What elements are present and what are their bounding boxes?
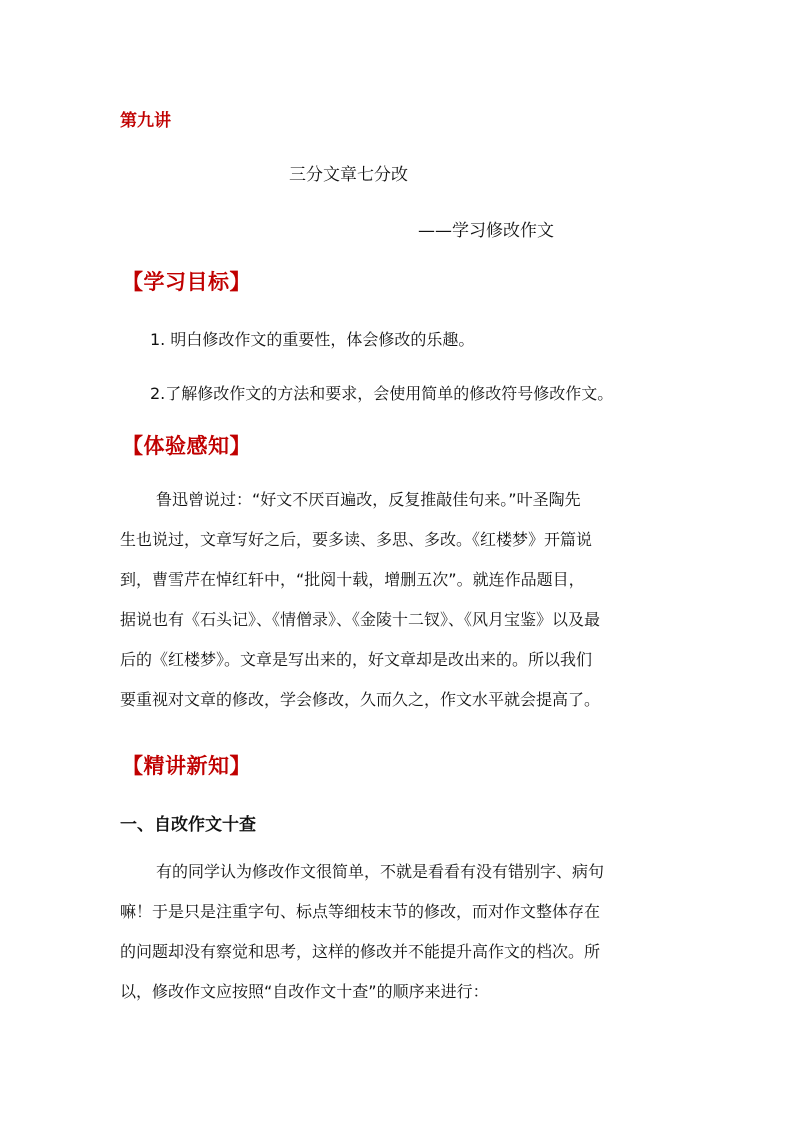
paragraph-line: 有的同学认为修改作文很简单，不就是看看有没有错别字、病句 (156, 862, 605, 881)
paragraph-line: 后的《红楼梦》。文章是写出来的，好文章却是改出来的。所以我们 (120, 650, 593, 669)
paragraph-line: 生也说过，文章写好之后，要多读、多思、多改。《红楼梦》开篇说 (120, 530, 593, 549)
paragraph-line: 到，曹雪芹在悼红轩中，“批阅十载，增删五次”。就连作品题目， (120, 570, 585, 589)
subheading-self-check: 一、自改作文十查 (120, 815, 256, 835)
paragraph-line: 据说也有《石头记》、《情僧录》、《金陵十二钗》、《风月宝鉴》以及最 (120, 610, 601, 629)
section-heading-goals: 【学习目标】 (122, 270, 251, 294)
goal-item-1: 1. 明白修改作文的重要性，体会修改的乐趣。 (150, 330, 475, 349)
paragraph-line: 以，修改作文应按照“自改作文十查”的顺序来进行： (120, 982, 489, 1001)
section-heading-new-knowledge: 【精讲新知】 (122, 754, 251, 778)
paragraph-line: 的问题却没有察觉和思考，这样的修改并不能提升高作文的档次。所 (120, 942, 601, 961)
lesson-title: 三分文章七分改 (289, 165, 408, 185)
experience-paragraph (120, 480, 600, 720)
section-heading-experience: 【体验感知】 (122, 434, 251, 458)
paragraph-line: 要重视对文章的修改，学会修改，久而久之，作文水平就会提高了。 (120, 690, 601, 709)
lesson-subtitle: ——学习修改作文 (418, 221, 554, 241)
body-paragraph (120, 852, 604, 1012)
paragraph-line: 鲁迅曾说过：“好文不厌百遍改，反复推敲佳句来。”叶圣陶先 (156, 490, 581, 509)
paragraph-line: 嘛！于是只是注重字句、标点等细枝末节的修改，而对作文整体存在 (120, 902, 601, 921)
lecture-number: 第九讲 (120, 111, 171, 131)
goal-item-2: 2.了解修改作文的方法和要求，会使用简单的修改符号修改作文。 (150, 384, 614, 403)
